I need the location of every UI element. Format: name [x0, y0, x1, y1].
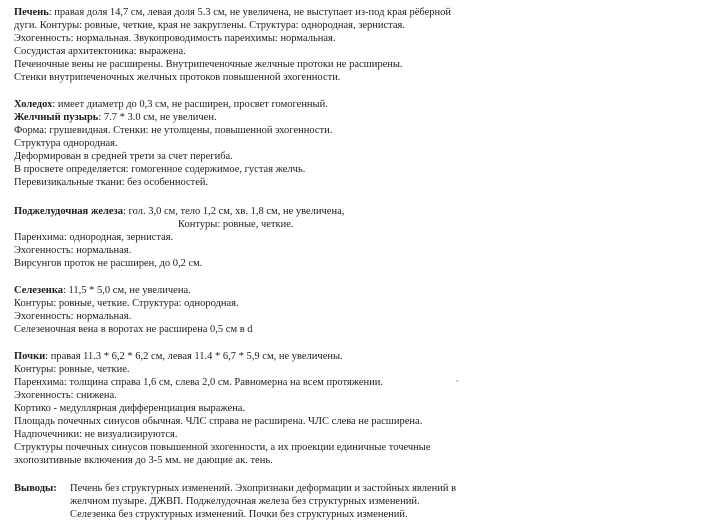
gallbladder-line-6: Перевизикальные ткани: без особенностей. — [14, 177, 209, 188]
liver-line-4: Сосудистая архитектоника: выражена. — [14, 46, 186, 57]
gallbladder-heading: Желчный пузырь — [14, 112, 99, 123]
kidneys-line-4: Эхогенность: снижена. — [14, 390, 117, 401]
spleen-heading: Селезенка — [14, 285, 63, 296]
pancreas-line-3: Паренхима: однородная, зернистая. — [14, 232, 174, 243]
conclusions-heading: Выводы: — [14, 483, 57, 494]
scan-artifact: ˜ — [456, 379, 459, 388]
gallbladder-line-5: В просвете определяется: гомогенное содержимое, густая желчь. — [14, 164, 306, 175]
kidneys-line-5: Кортико - медуллярная дифференциация выражена. — [14, 403, 246, 414]
pancreas-line-4: Эхогенность: нормальная. — [14, 245, 132, 256]
kidneys-line-6: Площадь почечных синусов обычная. ЧЛС справа не расширена. ЧЛС слева не расширена. — [14, 416, 423, 427]
pancreas-line-1: Поджелудочная железа: гол. 3,0 см, тело 1,2 см, хв. 1,8 см, не увеличена, — [14, 206, 345, 217]
choledochus-heading: Холедох — [14, 99, 53, 110]
liver-heading: Печень — [14, 7, 49, 18]
spleen-line-3: Эхогенность: нормальная. — [14, 311, 132, 322]
liver-line-2: дуги. Контуры: ровные, четкие, края не закруглены. Структура: однородная, зернистая. — [14, 20, 406, 31]
gallbladder-line-2: Форма: грушевидная. Стенки: не утолщены, повышенной эхогенности. — [14, 125, 333, 136]
choledochus-line: Холедох: имеет диаметр до 0,3 см, не расширен, просвет гомогенный. — [14, 99, 328, 110]
kidneys-line-8: Структуры почечных синусов повышенной эхогенности, а их проекции единичные точечные — [14, 442, 431, 453]
liver-line-6: Стенки внутрипеченочных желчных протоков повышенной эхогенности. — [14, 72, 341, 83]
gallbladder-line-4: Деформирован в средней трети за счет перегиба. — [14, 151, 233, 162]
conclusions-line-1: Печень без структурных изменений. Эхопризнаки деформации и застойных явлений в — [70, 483, 457, 494]
gallbladder-line-1: Желчный пузырь: 7.7 * 3.0 см, не увеличен. — [14, 112, 217, 123]
liver-line-3: Эхогенность: нормальная. Звукопроводимость паренхимы: нормальная. — [14, 33, 336, 44]
kidneys-line-3: Паренхима: толщина справа 1,6 см, слева 2,0 см. Равномерна на всем протяжении. — [14, 377, 384, 388]
liver-line-1: Печень: правая доля 14,7 см, левая доля 5.3 см, не увеличена, не выступает из-под края рёберной — [14, 7, 452, 18]
conclusions-line-3: Селезенка без структурных изменений. Почки без структурных изменений. — [70, 509, 408, 520]
kidneys-line-2: Контуры: ровные, четкие. — [14, 364, 130, 375]
kidneys-line-7: Надпочечники: не визуализируются. — [14, 429, 178, 440]
pancreas-line-2: Контуры: ровные, четкие. — [178, 219, 294, 230]
conclusions-line-2: желчном пузыре. ДЖВП. Поджелудочная железа без структурных изменений. — [70, 496, 420, 507]
liver-line-5: Печеночные вены не расширены. Внутрипеченочные желчные протоки не расширены. — [14, 59, 403, 70]
kidneys-line-1: Почки: правая 11.3 * 6,2 * 6,2 см, левая 11.4 * 6,7 * 5,9 см, не увеличены. — [14, 351, 343, 362]
gallbladder-line-3: Структура однородная. — [14, 138, 118, 149]
kidneys-heading: Почки — [14, 351, 46, 362]
spleen-line-2: Контуры: ровные, четкие. Структура: однородная. — [14, 298, 239, 309]
spleen-line-4: Селезеночная вена в воротах не расширена 0,5 см в d — [14, 324, 253, 335]
pancreas-line-5: Вирсунгов проток не расширен, до 0,2 см. — [14, 258, 203, 269]
kidneys-line-9: эхопозитивные включения до 3-5 мм. не дающие ак. тень. — [14, 455, 273, 466]
spleen-line-1: Селезенка: 11,5 * 5,0 см, не увеличена. — [14, 285, 191, 296]
pancreas-heading: Поджелудочная железа — [14, 206, 124, 217]
